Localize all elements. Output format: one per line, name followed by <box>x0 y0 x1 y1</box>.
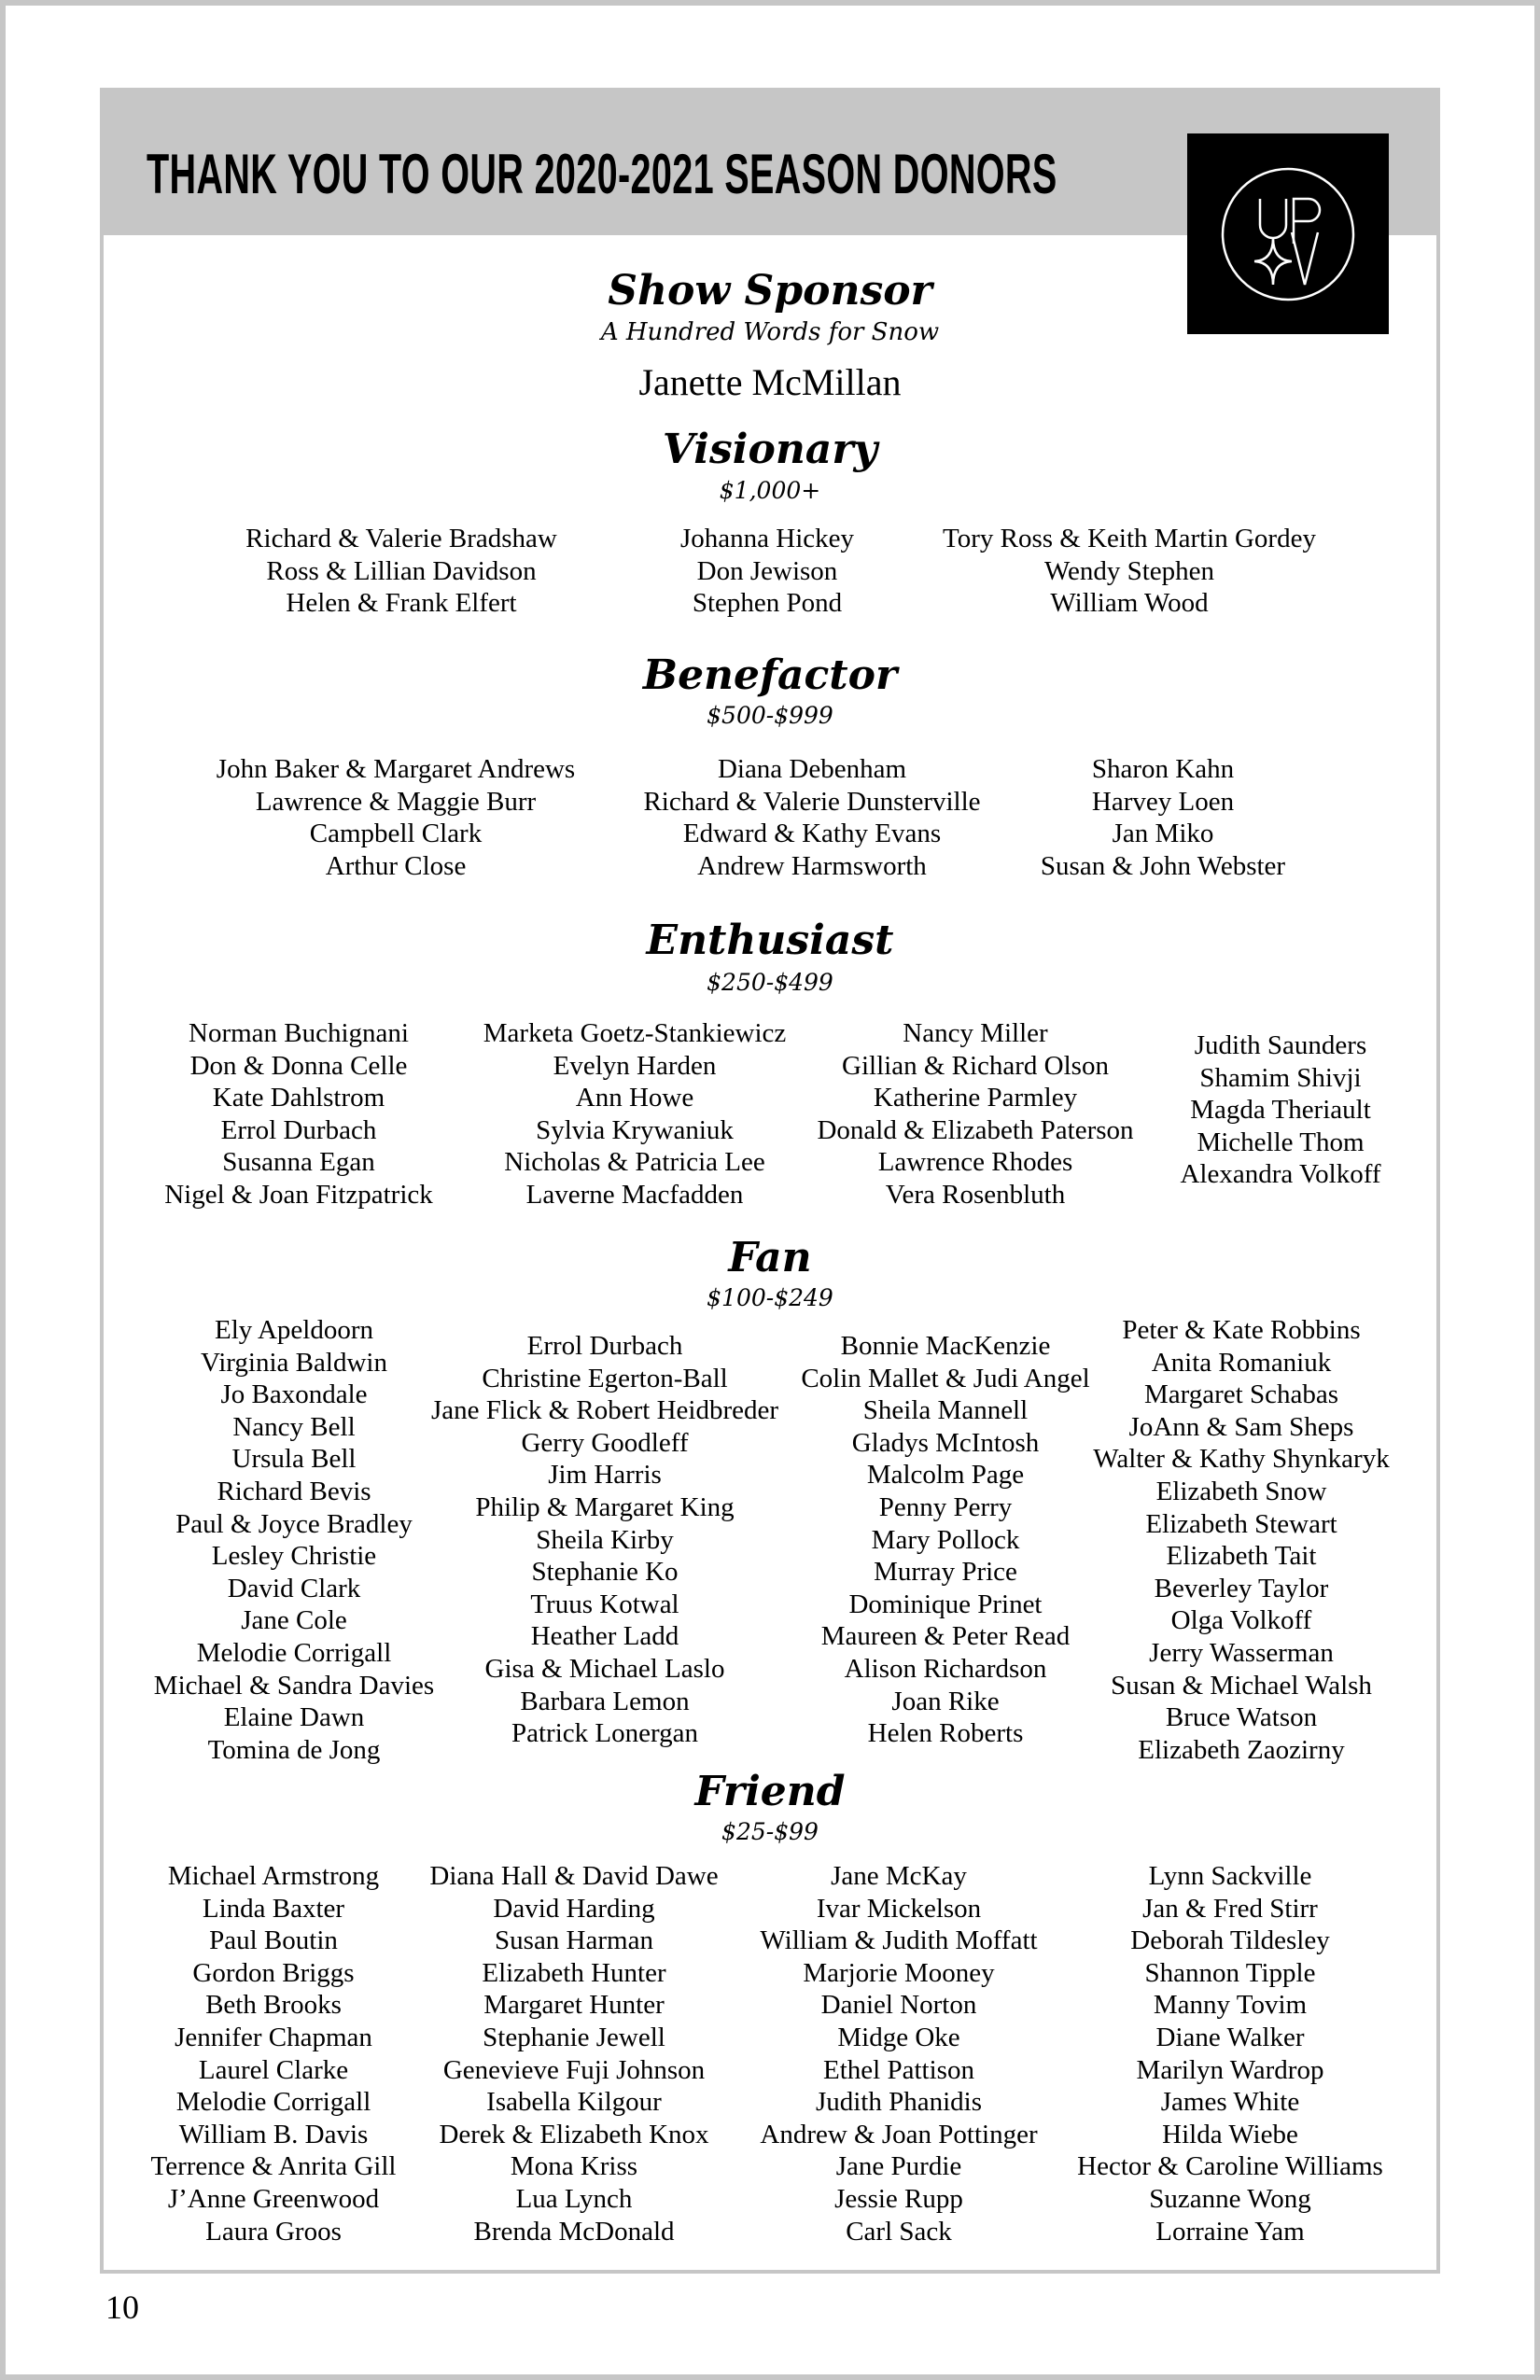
donor-name: Helen & Frank Elfert <box>286 588 517 619</box>
donor-name: Jane Purdie <box>835 2151 962 2182</box>
donor-column <box>245 523 557 620</box>
donor-column <box>760 1860 1037 2247</box>
donor-name: Barbara Lemon <box>520 1686 690 1716</box>
donor-name: Virginia Baldwin <box>201 1347 387 1378</box>
donor-column <box>154 1314 434 1766</box>
donor-name: Elizabeth Zaozirny <box>1138 1734 1345 1765</box>
donor-name: Andrew Harmsworth <box>697 850 927 881</box>
donor-name: Penny Perry <box>878 1491 1013 1522</box>
donor-column <box>817 1017 1133 1211</box>
donor-column <box>680 523 854 620</box>
donor-column <box>1041 753 1285 882</box>
donor-name: Kate Dahlstrom <box>212 1083 385 1113</box>
donor-name: Donald & Elizabeth Paterson <box>817 1114 1134 1145</box>
donor-column <box>483 1017 787 1211</box>
show-title: A Hundred Words for Snow <box>600 318 940 346</box>
donor-column <box>1180 1029 1380 1191</box>
donor-name: Nicholas & Patricia Lee <box>504 1147 765 1178</box>
donor-column <box>1077 1860 1383 2247</box>
page-number: 10 <box>105 2289 139 2326</box>
donor-column <box>643 753 980 882</box>
donor-name: Richard & Valerie Dunsterville <box>643 786 981 817</box>
donor-name: Elaine Dawn <box>223 1702 365 1733</box>
donor-name: Anita Romaniuk <box>1151 1347 1332 1378</box>
donor-name: Maureen & Peter Read <box>820 1621 1071 1652</box>
donor-name: Ursula Bell <box>231 1444 357 1475</box>
donor-name: Jane Flick & Robert Heidbreder <box>430 1395 779 1426</box>
donor-name: Gordon Briggs <box>192 1957 355 1988</box>
donor-name: Jerry Wasserman <box>1149 1637 1334 1668</box>
donor-name: Shamim Shivji <box>1199 1062 1362 1093</box>
donor-name: Marilyn Wardrop <box>1136 2054 1324 2085</box>
donor-name: William & Judith Moffatt <box>760 1925 1038 1956</box>
donor-name: William B. Davis <box>178 2119 369 2149</box>
donor-name: Vera Rosenbluth <box>885 1179 1066 1210</box>
donor-name: Don Jewison <box>696 555 838 586</box>
donor-name: Paul Boutin <box>209 1925 338 1956</box>
donor-name: William Wood <box>1050 588 1209 619</box>
donor-name: Susan Harman <box>495 1925 653 1956</box>
donor-name: Diana Debenham <box>717 754 907 784</box>
donor-name: Walter & Kathy Shynkaryk <box>1093 1444 1390 1475</box>
donor-name: Laura Groos <box>205 2216 342 2247</box>
donor-name: Lorraine Yam <box>1155 2216 1305 2247</box>
donor-name: Truus Kotwal <box>530 1589 679 1619</box>
donor-column <box>801 1330 1089 1750</box>
donor-name: John Baker & Margaret Andrews <box>216 754 576 784</box>
donor-name: Katherine Parmley <box>873 1083 1078 1113</box>
donor-name: Andrew & Joan Pottinger <box>760 2119 1038 2149</box>
donor-name: Derek & Elizabeth Knox <box>439 2119 709 2149</box>
donor-name: Lua Lynch <box>515 2183 633 2214</box>
donor-name: Laurel Clarke <box>198 2054 349 2085</box>
donor-name: Lawrence Rhodes <box>877 1147 1073 1178</box>
donor-name: Elizabeth Tait <box>1166 1541 1317 1572</box>
donor-name: Nancy Miller <box>903 1018 1048 1048</box>
donor-name: Heather Ladd <box>530 1621 679 1652</box>
donor-name: Margaret Hunter <box>483 1990 665 2021</box>
donor-name: Paul & Joyce Bradley <box>175 1508 413 1539</box>
donor-name: Susanna Egan <box>222 1147 375 1178</box>
donor-name: Lawrence & Maggie Burr <box>255 786 537 817</box>
donor-name: Melodie Corrigall <box>175 2087 371 2118</box>
donor-name: Errol Durbach <box>220 1114 377 1145</box>
donor-name: Carl Sack <box>846 2216 952 2247</box>
donor-name: Stephen Pond <box>692 588 843 619</box>
donor-name: Manny Tovim <box>1153 1990 1308 2021</box>
tier-heading-fan: Fan <box>728 1234 812 1281</box>
donor-name: Christine Egerton-Ball <box>482 1363 728 1393</box>
donor-name: Evelyn Harden <box>553 1050 717 1081</box>
donor-name: Gladys McIntosh <box>851 1427 1040 1458</box>
donor-name: Genevieve Fuji Johnson <box>442 2054 706 2085</box>
donor-name: Marjorie Mooney <box>803 1957 995 1988</box>
donor-column <box>164 1017 433 1211</box>
donor-name: Murray Price <box>874 1557 1017 1588</box>
donor-column <box>431 1330 778 1750</box>
donor-name: Tomina de Jong <box>207 1734 381 1765</box>
donor-name: Richard Bevis <box>217 1476 371 1506</box>
donor-column <box>429 1860 718 2247</box>
tier-range-enthusiast: $250-$499 <box>707 969 833 996</box>
donor-column <box>151 1860 397 2247</box>
donor-name: David Clark <box>227 1573 361 1603</box>
donor-name: Errol Durbach <box>526 1331 683 1361</box>
donor-name: James White <box>1160 2087 1300 2118</box>
donor-name: Alison Richardson <box>844 1653 1047 1684</box>
tier-range-benefactor: $500-$999 <box>707 702 833 729</box>
donor-name: Arthur Close <box>325 850 467 881</box>
donor-name: Judith Saunders <box>1194 1030 1367 1060</box>
donor-name: Melodie Corrigall <box>196 1637 392 1668</box>
tier-range-friend: $25-$99 <box>721 1818 819 1845</box>
donor-name: Deborah Tildesley <box>1130 1925 1330 1956</box>
donor-name: Mary Pollock <box>871 1524 1020 1555</box>
donor-name: Elizabeth Stewart <box>1145 1508 1337 1539</box>
donor-name: Peter & Kate Robbins <box>1122 1315 1361 1345</box>
donor-name: Judith Phanidis <box>815 2087 983 2118</box>
donor-name: Michael Armstrong <box>167 1861 380 1891</box>
donor-name: Ivar Mickelson <box>816 1893 982 1924</box>
tier-heading-friend: Friend <box>694 1768 846 1815</box>
donor-name: Elizabeth Hunter <box>482 1957 666 1988</box>
donor-name: Jessie Rupp <box>834 2183 963 2214</box>
donor-name: Jo Baxondale <box>220 1379 368 1410</box>
donor-name: Edward & Kathy Evans <box>682 819 942 849</box>
donor-name: J’Anne Greenwood <box>167 2183 380 2214</box>
donor-name: Suzanne Wong <box>1149 2183 1311 2214</box>
donor-name: Shannon Tipple <box>1144 1957 1316 1988</box>
donor-name: Jim Harris <box>548 1460 662 1491</box>
donor-name: Diana Hall & David Dawe <box>429 1861 719 1891</box>
tier-heading-visionary: Visionary <box>662 426 878 473</box>
donor-name: Colin Mallet & Judi Angel <box>801 1363 1090 1393</box>
donor-name: Ely Apeldoorn <box>215 1315 373 1345</box>
donor-name: Ethel Pattison <box>823 2054 974 2085</box>
tier-heading-benefactor: Benefactor <box>642 651 898 699</box>
donor-name: Jennifer Chapman <box>175 2022 372 2052</box>
donor-name: David Harding <box>493 1893 655 1924</box>
donor-name: Campbell Clark <box>309 819 483 849</box>
donor-name: Michelle Thom <box>1197 1127 1365 1157</box>
donor-column <box>217 753 575 882</box>
donor-name: Nigel & Joan Fitzpatrick <box>164 1179 433 1210</box>
donor-name: Sharon Kahn <box>1091 754 1235 784</box>
donor-name: Elizabeth Snow <box>1155 1476 1327 1506</box>
donor-name: Isabella Kilgour <box>486 2087 662 2118</box>
donor-name: Hector & Caroline Williams <box>1077 2151 1383 2182</box>
tier-range-visionary: $1,000+ <box>719 477 821 504</box>
donor-name: Joan Rike <box>891 1686 1000 1716</box>
donor-name: Jan & Fred Stirr <box>1142 1893 1318 1924</box>
donor-name: Richard & Valerie Bradshaw <box>245 524 557 553</box>
donor-name: Michael & Sandra Davies <box>153 1670 435 1701</box>
donor-name: Sheila Mannell <box>862 1395 1029 1426</box>
donor-name: Lesley Christie <box>211 1541 377 1572</box>
donor-name: Don & Donna Celle <box>189 1050 408 1081</box>
donor-name: Jan Miko <box>1112 819 1214 849</box>
donor-name: JoAnn & Sam Sheps <box>1128 1411 1354 1442</box>
donor-name: Alexandra Volkoff <box>1180 1159 1381 1190</box>
donor-name: Ann Howe <box>575 1083 694 1113</box>
donor-name: Bruce Watson <box>1165 1702 1318 1733</box>
show-sponsor-name: Janette McMillan <box>638 361 902 403</box>
donor-column <box>943 523 1316 620</box>
donor-name: Gisa & Michael Laslo <box>484 1653 725 1684</box>
donor-name: Lynn Sackville <box>1148 1861 1312 1891</box>
donor-name: Brenda McDonald <box>473 2216 675 2247</box>
donor-column <box>1093 1314 1389 1766</box>
donor-name: Margaret Schabas <box>1143 1379 1339 1410</box>
donor-name: Ross & Lillian Davidson <box>266 555 537 586</box>
donor-name: Malcolm Page <box>866 1460 1025 1491</box>
donor-name: Hilda Wiebe <box>1162 2119 1298 2149</box>
donor-name: Wendy Stephen <box>1043 555 1215 586</box>
donor-name: Sheila Kirby <box>536 1524 674 1555</box>
donor-name: Diane Walker <box>1155 2022 1305 2052</box>
donor-name: Susan & Michael Walsh <box>1111 1670 1372 1701</box>
donor-name: Marketa Goetz-Stankiewicz <box>483 1018 787 1048</box>
donor-name: Stephanie Ko <box>531 1557 679 1588</box>
donor-name: Jane McKay <box>831 1861 967 1891</box>
page-title: THANK YOU TO OUR 2020-2021 SEASON DONORS <box>147 143 1057 205</box>
donor-name: Helen Roberts <box>867 1718 1024 1749</box>
tier-range-fan: $100-$249 <box>707 1284 833 1311</box>
donor-name: Philip & Margaret King <box>475 1491 735 1522</box>
donor-name: Susan & John Webster <box>1040 850 1286 881</box>
tier-heading-enthusiast: Enthusiast <box>646 917 894 964</box>
donor-name: Tory Ross & Keith Martin Gordey <box>943 524 1316 553</box>
donor-name: Sylvia Krywaniuk <box>536 1114 734 1145</box>
donor-name: Stephanie Jewell <box>483 2022 665 2052</box>
donor-name: Jane Cole <box>241 1605 347 1636</box>
donor-name: Laverne Macfadden <box>525 1179 744 1210</box>
donor-name: Beth Brooks <box>205 1990 342 2021</box>
donor-name: Harvey Loen <box>1091 786 1235 817</box>
donor-name: Magda Theriault <box>1190 1095 1371 1126</box>
donor-name: Johanna Hickey <box>679 524 855 553</box>
donor-name: Nancy Bell <box>232 1411 356 1442</box>
donor-name: Norman Buchignani <box>189 1018 409 1048</box>
donor-name: Midge Oke <box>837 2022 960 2052</box>
donor-name: Mona Kriss <box>510 2151 638 2182</box>
donor-name: Gillian & Richard Olson <box>842 1050 1109 1081</box>
donor-name: Dominique Prinet <box>848 1589 1043 1619</box>
show-sponsor-heading: Show Sponsor <box>608 267 932 315</box>
donor-name: Beverley Taylor <box>1154 1573 1329 1603</box>
donor-name: Bonnie MacKenzie <box>840 1331 1051 1361</box>
donor-name: Terrence & Anrita Gill <box>150 2151 397 2182</box>
donor-name: Patrick Lonergan <box>511 1718 698 1749</box>
donor-name: Gerry Goodleff <box>521 1427 689 1458</box>
donor-name: Daniel Norton <box>820 1990 977 2021</box>
donor-name: Olga Volkoff <box>1170 1605 1312 1636</box>
donor-name: Linda Baxter <box>202 1893 345 1924</box>
